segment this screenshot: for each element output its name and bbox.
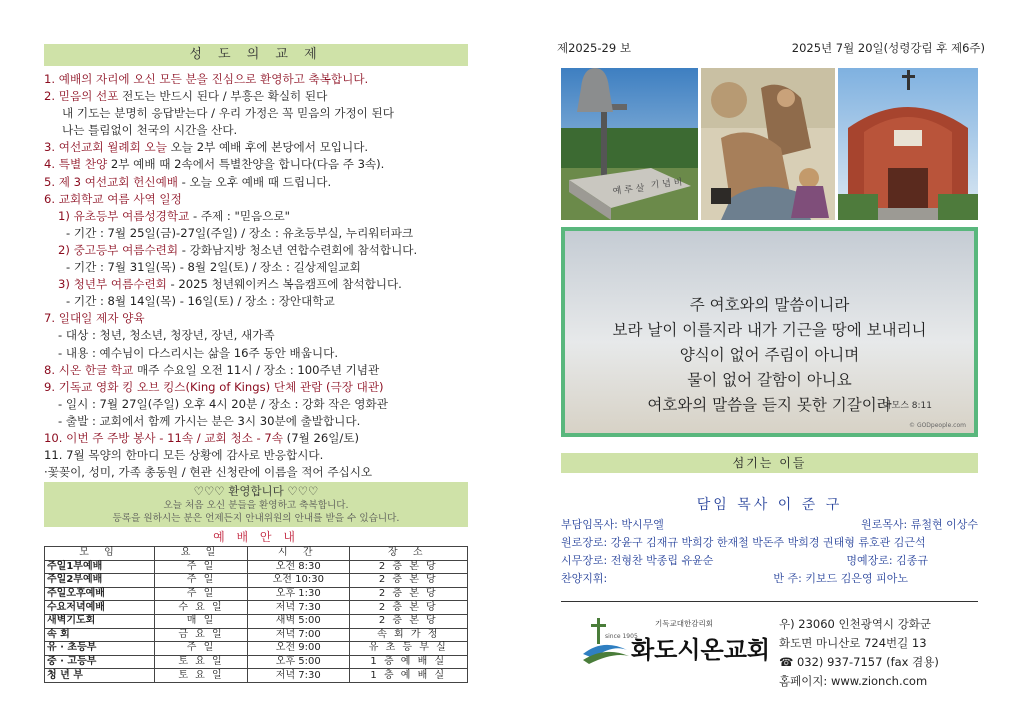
table-row	[45, 601, 468, 615]
section-header-staff: 섬기는 이들	[561, 453, 978, 473]
staff-row: 부담임목사: 박시무엘 원로목사: 류철현 이상수	[561, 518, 978, 531]
table-cell: 2 층 본 당	[349, 614, 467, 628]
col-header-meeting: 모 임	[45, 547, 155, 561]
church-fellowship-section	[44, 44, 468, 681]
notice-text: 내 기도는 분명히 응답받는다 / 우리 가정은 꼭 믿음의 가정이 된다	[62, 106, 394, 121]
table-cell: 금 요 일	[154, 628, 247, 642]
bulletin-cover	[557, 40, 985, 688]
notice-text: - 기간 : 7월 31일(목) - 8월 2일(토) / 장소 : 길상제일교회	[66, 260, 361, 275]
logo-denomination: 기독교대한감리회	[655, 619, 713, 628]
table-cell: 주일2부예배	[45, 574, 155, 588]
homepage-link[interactable]: 홈페이지: www.zionch.com	[779, 674, 928, 688]
issue-date: 2025년 7월 20일(성령강림 후 제6주)	[791, 41, 985, 55]
notice-highlight: 7. 일대일 제자 양육	[44, 311, 145, 326]
address-line-1: 우) 23060 인천광역시 강화군	[779, 617, 932, 631]
table-row	[45, 587, 468, 601]
notice-highlight: 9. 기독교 영화 킹 오브 킹스(King of Kings) 단체 관람 (극장 대관)	[44, 379, 384, 394]
notice-item	[44, 293, 468, 310]
notice-item	[44, 310, 468, 327]
notice-text: - 대상 : 청년, 청소년, 청장년, 장년, 새가족	[58, 328, 275, 343]
table-cell: 유 초 등 부 실	[349, 642, 467, 656]
scripture-verse-card	[561, 227, 978, 437]
worship-schedule-table	[44, 546, 468, 683]
table-cell: 수요저녁예배	[45, 601, 155, 615]
logo-cross-icon	[597, 618, 600, 644]
staff-row: 찬양지휘: 반 주: 키보드 김은영 피아노	[561, 572, 908, 585]
notice-highlight: 3) 청년부 여름수련회	[58, 277, 167, 292]
notice-text: - 2025 청년웨이커스 복음캠프에 참석합니다.	[166, 277, 402, 292]
notice-item	[44, 242, 468, 259]
image-watermark: © GODpeople.com	[909, 422, 966, 429]
notice-item	[44, 396, 468, 413]
table-row	[45, 669, 468, 683]
verse-line-4: 물이 없어 갈함이 아니요	[687, 371, 852, 389]
notice-item	[44, 156, 468, 173]
notice-item	[44, 447, 468, 464]
notice-item	[44, 122, 468, 139]
table-cell: 수 요 일	[154, 601, 247, 615]
monument-inscription-1: 예 루 살	[612, 183, 645, 197]
notice-highlight: 3. 여선교회 월례회 오늘	[44, 140, 167, 155]
notice-highlight: 1. 예배의 자리에 오신 모든 분을 진심으로 환영하고 축복합니다.	[44, 72, 369, 86]
table-cell: 오전 10:30	[248, 574, 350, 588]
notice-highlight: 1) 유초등부 여름성경학교	[58, 208, 190, 223]
logo-church-name: 화도시온교회	[631, 636, 771, 664]
table-cell: 1 층 예 배 실	[349, 669, 467, 683]
welcome-box	[44, 482, 468, 527]
table-cell: 1 층 예 배 실	[349, 655, 467, 669]
notice-item	[44, 464, 468, 481]
notice-highlight: 4. 특별 찬양	[44, 157, 108, 172]
photo-strip	[561, 68, 978, 220]
verse-line-1: 주 여호와의 말씀이니라	[689, 296, 850, 314]
notice-item	[44, 105, 468, 122]
table-cell: 2 층 본 당	[349, 574, 467, 588]
notice-item	[44, 413, 468, 430]
table-cell: 오전 8:30	[248, 560, 350, 574]
notice-text: - 기간 : 7월 25일(금)-27일(주일) / 장소 : 유초등부실, 누리워터파크	[66, 225, 414, 240]
notice-highlight: 2) 중고등부 여름수련회	[58, 242, 179, 257]
notice-item	[44, 362, 468, 379]
notice-text: - 기간 : 8월 14일(목) - 16일(토) / 장소 : 장안대학교	[66, 294, 335, 309]
staff-row: 시무장로: 전형찬 박종립 유윤순 명예장로: 김종규	[561, 554, 928, 567]
issue-number: 제2025-29 보	[557, 41, 631, 55]
welcome-subtitle-1: 오늘 처음 오신 분들을 환영하고 축복합니다.	[163, 500, 349, 511]
church-logo	[583, 610, 783, 670]
church-address	[779, 615, 939, 691]
table-header-row	[45, 547, 468, 561]
table-cell: 저녁 7:00	[248, 628, 350, 642]
table-cell: 오후 5:00	[248, 655, 350, 669]
notice-text: 11. 7월 목양의 한마디 모든 상황에 감사로 반응합시다.	[44, 448, 324, 463]
table-cell: 토 요 일	[154, 669, 247, 683]
notice-item	[44, 71, 468, 88]
table-cell: 주 일	[154, 587, 247, 601]
biblical-painting	[701, 68, 835, 220]
monument-inscription-2: 기 념 비	[650, 177, 683, 191]
notice-text: - 강화남지방 청소년 연합수련회에 참석합니다.	[178, 242, 418, 257]
notice-item	[44, 208, 468, 225]
notice-item	[44, 174, 468, 191]
col-header-time: 시 간	[248, 547, 350, 561]
notice-item	[44, 139, 468, 156]
notice-highlight: 2. 믿음의 선포	[44, 89, 119, 104]
notice-item	[44, 225, 468, 242]
verse-line-5: 여호와의 말씀을 듣지 못한 기갈이라	[647, 396, 892, 414]
notice-text: - 오늘 오후 예배 때 드립니다.	[177, 174, 332, 189]
notice-item	[44, 88, 468, 105]
notice-text: 2부 예배 때 2속에서 특별찬양을 합니다(다음 주 3속).	[107, 157, 385, 172]
table-cell: 청 년 부	[45, 669, 155, 683]
table-cell: 새벽 5:00	[248, 614, 350, 628]
table-cell: 새벽기도회	[45, 614, 155, 628]
table-cell: 저녁 7:30	[248, 601, 350, 615]
notice-highlight: 5. 제 3 여선교회 헌신예배	[44, 174, 178, 189]
table-row	[45, 642, 468, 656]
bell-monument-photo	[561, 68, 698, 220]
table-cell: 주 일	[154, 574, 247, 588]
col-header-day: 요 일	[154, 547, 247, 561]
table-cell: 매 일	[154, 614, 247, 628]
table-row	[45, 614, 468, 628]
notice-text: - 내용 : 예수님이 다스리시는 삶을 16주 동안 배웁니다.	[58, 345, 339, 360]
table-cell: 유 · 초등부	[45, 642, 155, 656]
table-cell: 토 요 일	[154, 655, 247, 669]
table-cell: 속 회	[45, 628, 155, 642]
welcome-title: ♡♡♡ 환영합니다 ♡♡♡	[193, 484, 319, 498]
table-cell: 주 일	[154, 642, 247, 656]
table-cell: 2 층 본 당	[349, 560, 467, 574]
worship-guide-title: 예 배 안 내	[213, 530, 299, 544]
notice-item	[44, 259, 468, 276]
table-cell: 오전 9:00	[248, 642, 350, 656]
verse-line-3: 양식이 없어 주림이 아니며	[679, 346, 860, 364]
notice-text: 오늘 2부 예배 후에 본당에서 모입니다.	[166, 140, 369, 155]
notice-item	[44, 430, 468, 447]
staff-row: 원로장로: 강윤구 김재규 박희강 한재철 박돈주 박희경 권태형 류호관 김근석	[561, 536, 926, 549]
issue-line	[557, 40, 985, 60]
table-cell: 주일1부예배	[45, 560, 155, 574]
table-row	[45, 628, 468, 642]
address-line-2: 화도면 마니산로 724번길 13	[779, 636, 927, 650]
staff-list	[561, 516, 978, 588]
notice-text: - 출발 : 교회에서 함께 가시는 분은 3시 30분에 출발합니다.	[58, 413, 361, 428]
notice-item	[44, 191, 468, 208]
divider	[561, 601, 978, 602]
table-row	[45, 560, 468, 574]
table-cell: 2 층 본 당	[349, 601, 467, 615]
col-header-place: 장 소	[349, 547, 467, 561]
senior-pastor: 담임 목사 이 준 구	[696, 497, 843, 513]
notice-highlight: 8. 시온 한글 학교	[44, 362, 134, 377]
notice-text: - 일시 : 7월 27일(주일) 오후 4시 20분 / 장소 : 강화 작은 영화관	[58, 396, 388, 411]
verse-reference: 아모스 8:11	[882, 401, 932, 411]
notice-item	[44, 276, 468, 293]
verse-line-2: 보라 날이 이를지라 내가 기근을 땅에 보내리니	[612, 321, 927, 339]
church-building-photo	[838, 68, 978, 220]
table-cell: 주일오후예배	[45, 587, 155, 601]
table-cell: 속 회 가 정	[349, 628, 467, 642]
notice-item	[44, 327, 468, 344]
notice-text: ·꽃꽂이, 성미, 가족 총동원 / 현관 신청란에 이름을 적어 주십시오	[44, 465, 373, 480]
phone-line: ☎ 032) 937-7157 (fax 겸용)	[779, 655, 939, 669]
table-row	[45, 574, 468, 588]
notice-text: 나는 틀림없이 천국의 시간을 산다.	[62, 123, 238, 138]
table-cell: 오후 1:30	[248, 587, 350, 601]
notice-text: 매주 수요일 오전 11시 / 장소 : 100주년 기념관	[133, 362, 380, 377]
notice-text: - 주제 : "믿음으로"	[189, 208, 290, 223]
welcome-subtitle-2: 등록을 원하시는 분은 언제든지 안내위원의 안내를 받을 수 있습니다.	[112, 513, 400, 524]
logo-since: since 1905	[605, 633, 638, 640]
notice-item	[44, 345, 468, 362]
table-cell: 2 층 본 당	[349, 587, 467, 601]
table-row	[45, 655, 468, 669]
table-cell: 주 일	[154, 560, 247, 574]
notice-text: 전도는 반드시 된다 / 부흥은 확실히 된다	[118, 89, 328, 104]
table-cell: 중 · 고등부	[45, 655, 155, 669]
table-cell: 저녁 7:30	[248, 669, 350, 683]
notice-item	[44, 379, 468, 396]
notice-highlight: 10. 이번 주 주방 봉사 - 11속 / 교회 청소 - 7속	[44, 430, 283, 445]
notice-text: (7월 26일/토)	[282, 430, 360, 445]
section-header-fellowship: 성 도 의 교 제	[44, 44, 468, 66]
notice-highlight: 6. 교회학교 여름 사역 일정	[44, 191, 182, 206]
notice-list	[44, 71, 468, 498]
